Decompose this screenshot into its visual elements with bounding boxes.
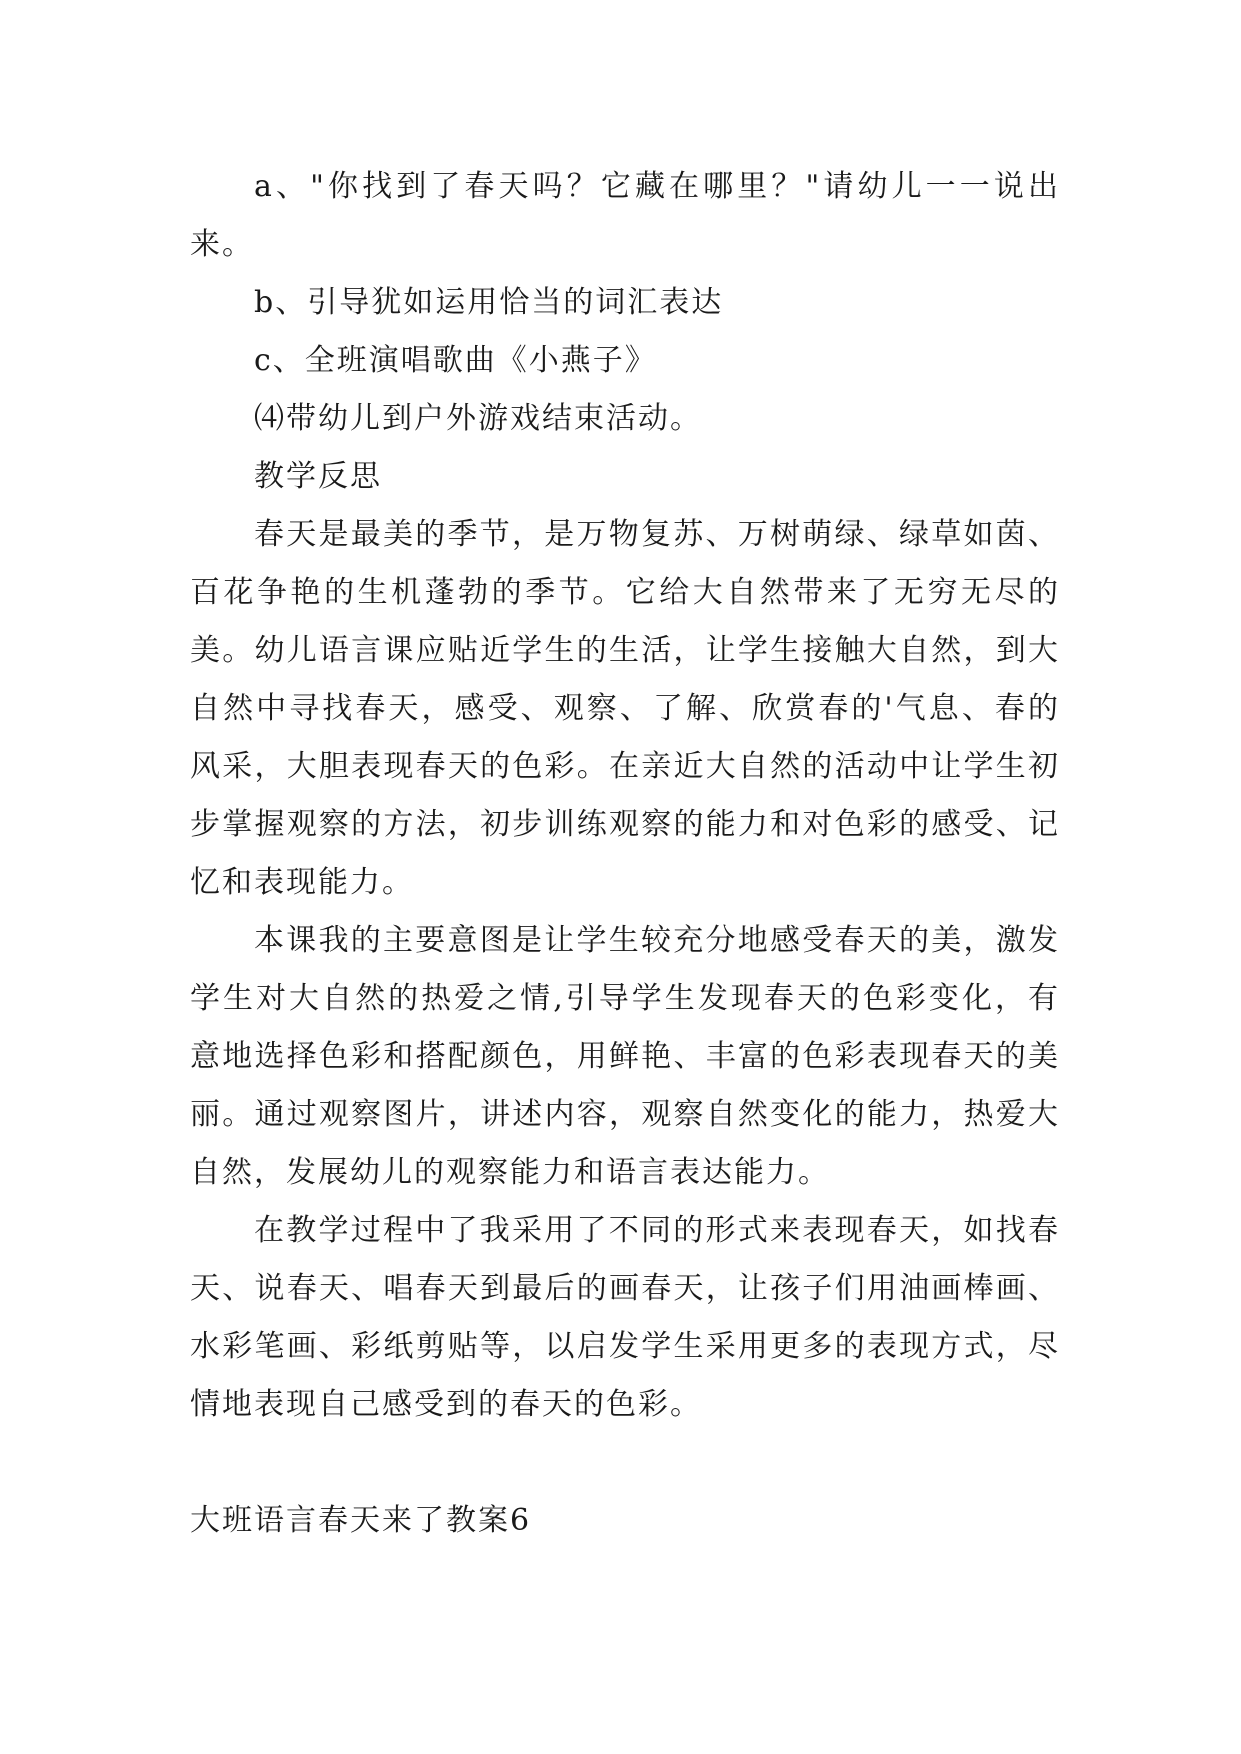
paragraph-reflection-2: 本课我的主要意图是让学生较充分地感受春天的美，激发学生对大自然的热爱之情,引导学生发现春天的色彩变化，有意地选择色彩和搭配颜色，用鲜艳、丰富的色彩表现春天的美丽。通过观察图片，讲述内容，观察自然变化的能力，热爱大自然，发展幼儿的观察能力和语言表达能力。 [190,923,1060,1190]
section-title-reflection: 教学反思 [254,459,382,494]
paragraph-step-4: ⑷带幼儿到户外游戏结束活动。 [254,401,702,436]
next-lesson-heading: 大班语言春天来了教案6 [190,1503,532,1538]
document-body [190,158,1060,1550]
paragraph-reflection-3: 在教学过程中了我采用了不同的形式来表现春天，如找春天、说春天、唱春天到最后的画春天，让孩子们用油画棒画、水彩笔画、彩纸剪贴等，以启发学生采用更多的表现方式，尽情地表现自己感受到的春天的色彩。 [190,1213,1060,1422]
paragraph-step-b: b、引导犹如运用恰当的词汇表达 [254,285,724,320]
paragraph-reflection-1: 春天是最美的季节，是万物复苏、万树萌绿、绿草如茵、百花争艳的生机蓬勃的季节。它给大自然带来了无穷无尽的美。幼儿语言课应贴近学生的生活，让学生接触大自然，到大自然中寻找春天，感受、观察、了解、欣赏春的'气息、春的风采，大胆表现春天的色彩。在亲近大自然的活动中让学生初步掌握观察的方法，初步训练观察的能力和对色彩的感受、记忆和表现能力。 [190,517,1060,900]
paragraph-question: a、"你找到了春天吗？它藏在哪里？"请幼儿一一说出来。 [190,169,1060,262]
paragraph-step-c: c、全班演唱歌曲《小燕子》 [254,343,657,378]
